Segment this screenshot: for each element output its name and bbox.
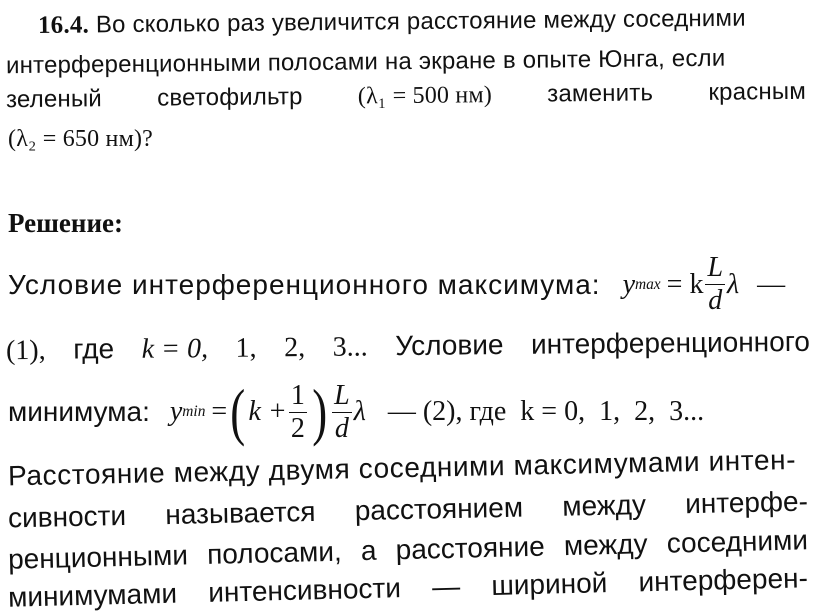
problem-text-2: интерференционными полосами на экране в опыте Юнга, если bbox=[5, 44, 726, 80]
max-condition-line bbox=[8, 254, 808, 315]
problem-line-4 bbox=[8, 126, 153, 153]
min-formula: y min = ( k + $\frac{1}{2}$ ) $\frac{L}{d}$ λ bbox=[169, 376, 366, 447]
problem-number: 16.4. bbox=[37, 11, 90, 40]
lambda2-value: (λ₂ = 650 нм)? bbox=[8, 126, 154, 152]
paragraph-line-1: Расстояние между двумя соседними максимумами интен- bbox=[7, 443, 797, 492]
l-over-d-fraction: $\frac{L}{d}$ bbox=[707, 252, 724, 316]
max-condition-text: Условие интерференционного максимума: bbox=[8, 268, 601, 300]
solution-line-2: (1), где k = 0, 1, 2, 3... Условие интерференционного bbox=[5, 325, 811, 367]
max-formula: y max = k $\frac{L}{d}$ λ — bbox=[622, 252, 786, 316]
min-condition-line bbox=[8, 372, 812, 452]
paragraph-line-4: минимумами интенсивности — шириной интерферен- bbox=[7, 562, 809, 613]
solution-heading: Решение: bbox=[8, 208, 123, 238]
l-over-d-fraction: $\frac{L}{d}$ bbox=[334, 379, 350, 444]
left-paren: ( bbox=[230, 376, 246, 447]
word: красным bbox=[708, 77, 807, 106]
paragraph-line-3: ренционными полосами, а расстояние между соседними bbox=[7, 524, 809, 575]
right-paren: ) bbox=[312, 376, 327, 447]
lambda1-value: (λ₁ = 500 нм) bbox=[357, 82, 493, 110]
min-tail: — (2), где k = 0, 1, 2, 3... bbox=[387, 396, 705, 427]
problem-line-3 bbox=[6, 78, 806, 114]
problem-line-1 bbox=[38, 4, 808, 40]
problem-line-2 bbox=[6, 44, 806, 80]
word: зеленый bbox=[5, 85, 103, 114]
half-fraction: $\frac{1}{2}$ bbox=[290, 379, 305, 444]
problem-text-1: Во сколько раз увеличится расстояние между соседними bbox=[95, 4, 746, 39]
min-condition-text: минимума: bbox=[8, 396, 150, 427]
word: заменить bbox=[547, 79, 654, 108]
word: светофильтр bbox=[157, 83, 303, 112]
paragraph-line-2: сивности называется расстоянием между интерфе- bbox=[7, 485, 809, 534]
